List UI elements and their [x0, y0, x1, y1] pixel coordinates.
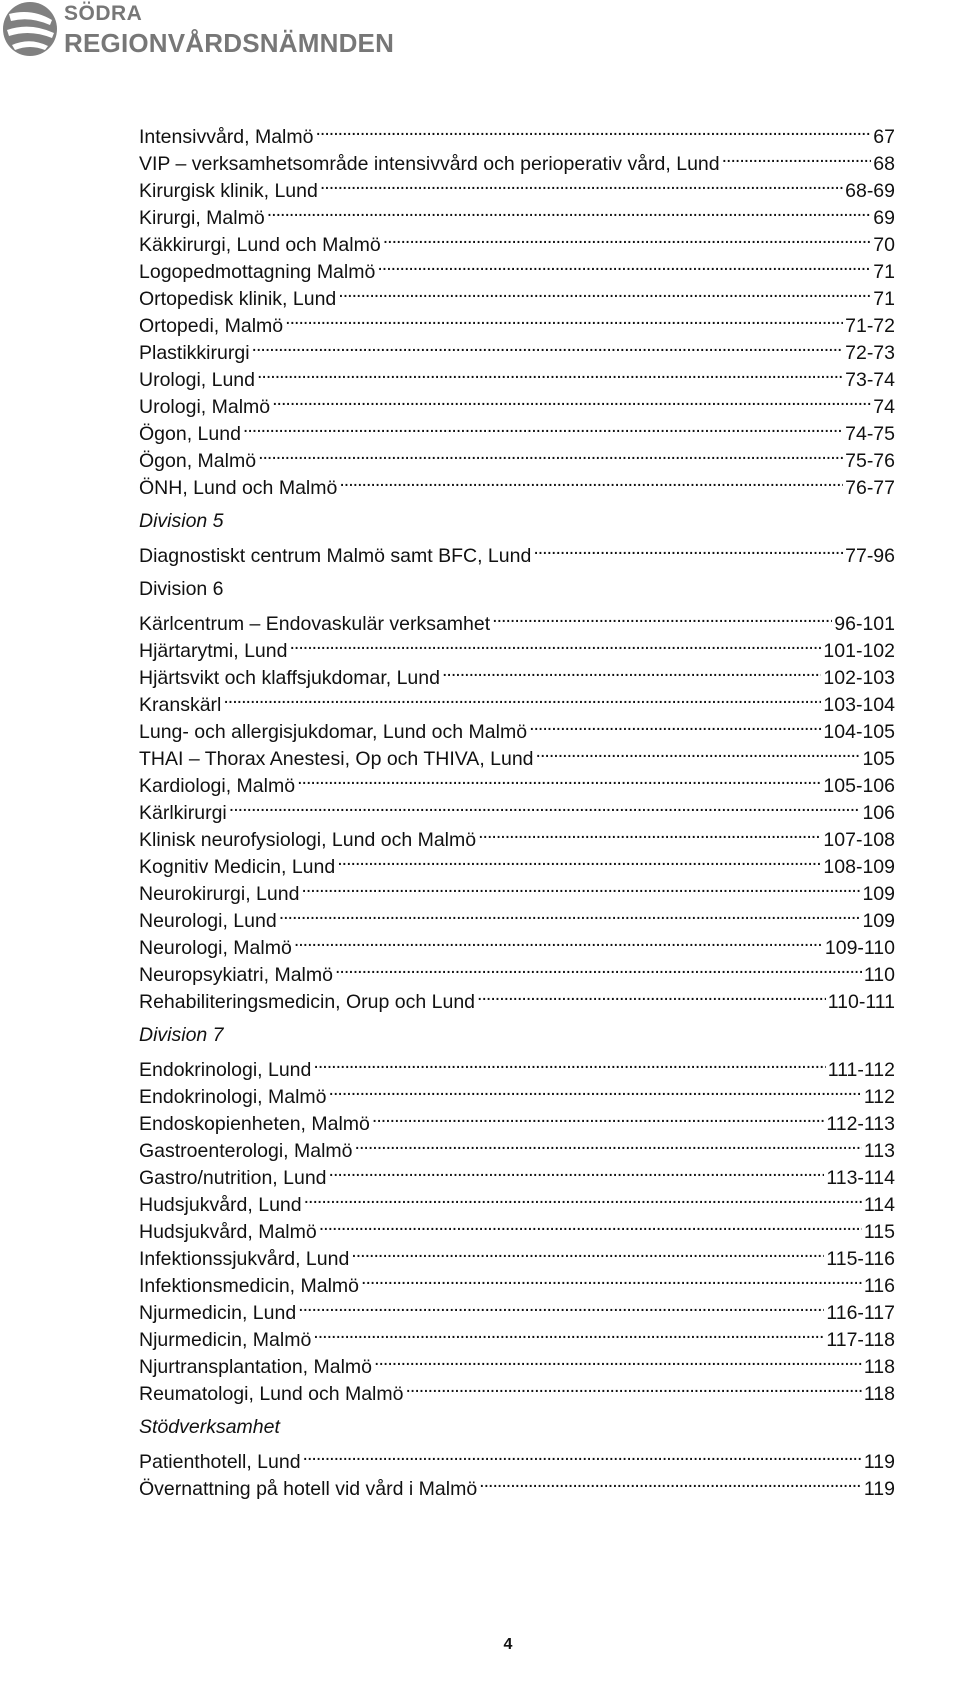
dot-leader	[252, 332, 844, 359]
dot-leader	[372, 1103, 824, 1130]
dot-leader	[267, 197, 872, 224]
toc-entry[interactable]	[139, 792, 895, 824]
dot-leader	[383, 224, 872, 251]
section-title-division-6: Division 6	[139, 578, 224, 600]
toc-entry-pages: 71	[873, 288, 895, 310]
dot-leader	[297, 765, 821, 792]
dot-leader	[479, 1468, 862, 1495]
toc-entry-pages: 109-110	[824, 937, 895, 959]
dot-leader	[335, 954, 862, 981]
dot-leader	[337, 846, 821, 873]
toc-entry-label: Kirurgi, Malmö	[139, 207, 265, 229]
toc-entry-pages: 116-117	[826, 1302, 895, 1324]
toc-entry-label: Övernattning på hotell vid vård i Malmö	[139, 1478, 478, 1500]
toc-entry-label: Njurtransplantation, Malmö	[139, 1356, 373, 1378]
dot-leader	[338, 278, 871, 305]
table-of-contents	[139, 116, 895, 1500]
toc-entry-pages: 105	[862, 748, 895, 770]
toc-entry-pages: 112-113	[826, 1113, 895, 1135]
toc-entry-label: Intensivvård, Malmö	[139, 126, 314, 148]
dot-leader	[258, 440, 843, 467]
toc-entry-pages: 104-105	[823, 721, 895, 743]
toc-entry[interactable]	[139, 359, 895, 391]
toc-entry-pages: 71-72	[845, 315, 895, 337]
toc-entry-pages: 119	[863, 1478, 895, 1500]
toc-entry-pages: 72-73	[845, 342, 895, 364]
dot-leader	[319, 1211, 862, 1238]
toc-entry-pages: 106	[862, 802, 895, 824]
toc-entry-pages: 68	[873, 153, 895, 175]
toc-entry-pages: 71	[873, 261, 895, 283]
dot-leader	[377, 251, 871, 278]
toc-entry-pages: 67	[873, 126, 895, 148]
header	[0, 0, 420, 62]
toc-entry-label: Kognitiv Medicin, Lund	[139, 856, 336, 878]
toc-entry-label: Njurmedicin, Malmö	[139, 1329, 312, 1351]
dot-leader	[536, 738, 861, 765]
dot-leader	[374, 1346, 862, 1373]
toc-entry-label: Infektionsmedicin, Malmö	[139, 1275, 360, 1297]
toc-entry[interactable]	[139, 440, 895, 472]
dot-leader	[529, 711, 821, 738]
toc-entry-pages: 105-106	[823, 775, 895, 797]
toc-entry-pages: 119	[863, 1451, 895, 1473]
toc-division-5	[139, 508, 895, 567]
toc-entry-label: Njurmedicin, Lund	[139, 1302, 297, 1324]
toc-entry-pages: 96-101	[834, 613, 895, 635]
toc-entry-pages: 116	[863, 1275, 895, 1297]
section-title-division-7: Division 7	[139, 1024, 224, 1046]
toc-entry-label: Neurologi, Lund	[139, 910, 277, 932]
toc-entry-pages: 108-109	[823, 856, 895, 878]
dot-leader	[492, 603, 832, 630]
toc-entry-pages: 118	[863, 1356, 895, 1378]
toc-entry-label: Reumatologi, Lund och Malmö	[139, 1383, 404, 1405]
toc-entry[interactable]	[139, 116, 895, 148]
toc-entry-label: THAI – Thorax Anestesi, Op och THIVA, Lund	[139, 748, 534, 770]
toc-stodverksamhet	[139, 1414, 895, 1500]
dot-leader	[303, 1441, 862, 1468]
toc-block-1	[139, 116, 895, 499]
toc-entry-label: Neurokirurgi, Lund	[139, 883, 300, 905]
toc-entry[interactable]	[139, 1441, 895, 1473]
toc-entry-label: Kirurgisk klinik, Lund	[139, 180, 318, 202]
toc-entry-pages: 109	[862, 883, 895, 905]
toc-entry-label: Rehabiliteringsmedicin, Orup och Lund	[139, 991, 476, 1013]
toc-entry-pages: 70	[873, 234, 895, 256]
dot-leader	[477, 981, 826, 1008]
toc-entry-pages: 110	[863, 964, 895, 986]
dot-leader	[243, 413, 843, 440]
dot-leader	[329, 1157, 825, 1184]
toc-entry-pages: 110-111	[827, 991, 895, 1013]
dot-leader	[257, 359, 843, 386]
toc-entry-label: Patienthotell, Lund	[139, 1451, 301, 1473]
dot-leader	[533, 535, 843, 562]
toc-entry-label: Endokrinologi, Malmö	[139, 1086, 327, 1108]
toc-entry-label: Hjärtsvikt och klaffsjukdomar, Lund	[139, 667, 440, 689]
toc-division-6	[139, 576, 895, 1013]
section-title-division-5: Division 5	[139, 510, 224, 532]
toc-entry-pages: 114	[863, 1194, 895, 1216]
toc-entry-pages: 74-75	[845, 423, 895, 445]
toc-division-7	[139, 1022, 895, 1405]
toc-entry-label: Ögon, Lund	[139, 423, 241, 445]
toc-entry-label: Endokrinologi, Lund	[139, 1059, 312, 1081]
toc-entry-label: Kärlcentrum – Endovaskulär verksamhet	[139, 613, 491, 635]
toc-entry-pages: 69	[873, 207, 895, 229]
toc-entry-label: Endoskopienheten, Malmö	[139, 1113, 370, 1135]
toc-entry-label: Ögon, Malmö	[139, 450, 257, 472]
dot-leader	[294, 927, 823, 954]
dot-leader	[478, 819, 821, 846]
toc-entry-pages: 109	[862, 910, 895, 932]
toc-entry-label: Diagnostiskt centrum Malmö samt BFC, Lund	[139, 545, 532, 567]
toc-entry[interactable]	[139, 535, 895, 567]
toc-entry-pages: 68-69	[845, 180, 895, 202]
org-name-line2: REGIONVÅRDSNÄMNDEN	[64, 28, 395, 58]
toc-entry[interactable]	[139, 413, 895, 445]
toc-entry-label: Gastro/nutrition, Lund	[139, 1167, 327, 1189]
toc-entry-label: Ortopedi, Malmö	[139, 315, 284, 337]
toc-entry-label: Plastikkirurgi	[139, 342, 250, 364]
sodra-regionvardsnamnden-logo-icon	[0, 0, 60, 60]
dot-leader	[329, 1076, 862, 1103]
toc-entry-label: Käkkirurgi, Lund och Malmö	[139, 234, 381, 256]
toc-entry[interactable]	[139, 819, 895, 851]
toc-entry-pages: 115	[863, 1221, 895, 1243]
toc-entry-label: Infektionssjukvård, Lund	[139, 1248, 350, 1270]
dot-leader	[272, 386, 871, 413]
toc-entry-label: Neurologi, Malmö	[139, 937, 292, 959]
toc-entry-pages: 76-77	[845, 477, 895, 499]
toc-entry-label: Gastroenterologi, Malmö	[139, 1140, 353, 1162]
dot-leader	[229, 792, 861, 819]
toc-entry-label: Logopedmottagning Malmö	[139, 261, 376, 283]
toc-entry[interactable]	[139, 332, 895, 364]
toc-entry-pages: 103-104	[823, 694, 895, 716]
toc-entry-pages: 118	[863, 1383, 895, 1405]
toc-entry[interactable]	[139, 603, 895, 635]
dot-leader	[289, 630, 821, 657]
dot-leader	[355, 1130, 862, 1157]
dot-leader	[320, 170, 843, 197]
dot-leader	[279, 900, 861, 927]
dot-leader	[339, 467, 843, 494]
toc-entry-pages: 101-102	[823, 640, 895, 662]
dot-leader	[313, 1049, 825, 1076]
dot-leader	[722, 143, 872, 170]
dot-leader	[351, 1238, 824, 1265]
toc-entry-label: ÖNH, Lund och Malmö	[139, 477, 338, 499]
toc-entry-label: Kärlkirurgi	[139, 802, 227, 824]
toc-entry-label: Kranskärl	[139, 694, 222, 716]
toc-entry-label: Hjärtarytmi, Lund	[139, 640, 288, 662]
toc-entry-label: Ortopedisk klinik, Lund	[139, 288, 337, 310]
toc-entry-label: Neuropsykiatri, Malmö	[139, 964, 333, 986]
section-title-stodverksamhet: Stödverksamhet	[139, 1416, 280, 1438]
toc-entry-pages: 107-108	[823, 829, 895, 851]
toc-entry-label: Kardiologi, Malmö	[139, 775, 296, 797]
dot-leader	[405, 1373, 861, 1400]
toc-entry-pages: 112	[863, 1086, 895, 1108]
page-number: 4	[503, 1636, 513, 1653]
toc-entry-label: Urologi, Malmö	[139, 396, 271, 418]
toc-entry-pages: 115-116	[826, 1248, 895, 1270]
dot-leader	[304, 1184, 862, 1211]
toc-entry-pages: 74	[873, 396, 895, 418]
org-name-line1: SÖDRA	[64, 2, 143, 25]
toc-entry-label: Hudsjukvård, Malmö	[139, 1221, 317, 1243]
toc-entry-pages: 111-112	[827, 1059, 895, 1081]
dot-leader	[223, 684, 821, 711]
toc-entry-pages: 102-103	[823, 667, 895, 689]
dot-leader	[285, 305, 843, 332]
dot-leader	[315, 116, 871, 143]
toc-entry-pages: 117-118	[826, 1329, 895, 1351]
toc-entry-label: VIP – verksamhetsområde intensivvård och perioperativ vård, Lund	[139, 153, 720, 175]
toc-entry[interactable]	[139, 684, 895, 716]
toc-entry-pages: 113-114	[826, 1167, 895, 1189]
toc-entry-label: Hudsjukvård, Lund	[139, 1194, 302, 1216]
dot-leader	[298, 1292, 824, 1319]
dot-leader	[361, 1265, 862, 1292]
dot-leader	[301, 873, 860, 900]
toc-entry[interactable]	[139, 1049, 895, 1081]
dot-leader	[313, 1319, 824, 1346]
toc-entry-pages: 113	[863, 1140, 895, 1162]
toc-entry-label: Klinisk neurofysiologi, Lund och Malmö	[139, 829, 477, 851]
toc-entry-pages: 77-96	[845, 545, 895, 567]
toc-entry-pages: 73-74	[845, 369, 895, 391]
toc-entry-label: Urologi, Lund	[139, 369, 255, 391]
dot-leader	[442, 657, 821, 684]
toc-entry-label: Lung- och allergisjukdomar, Lund och Malmö	[139, 721, 528, 743]
toc-entry[interactable]	[139, 711, 895, 743]
toc-entry-pages: 75-76	[845, 450, 895, 472]
